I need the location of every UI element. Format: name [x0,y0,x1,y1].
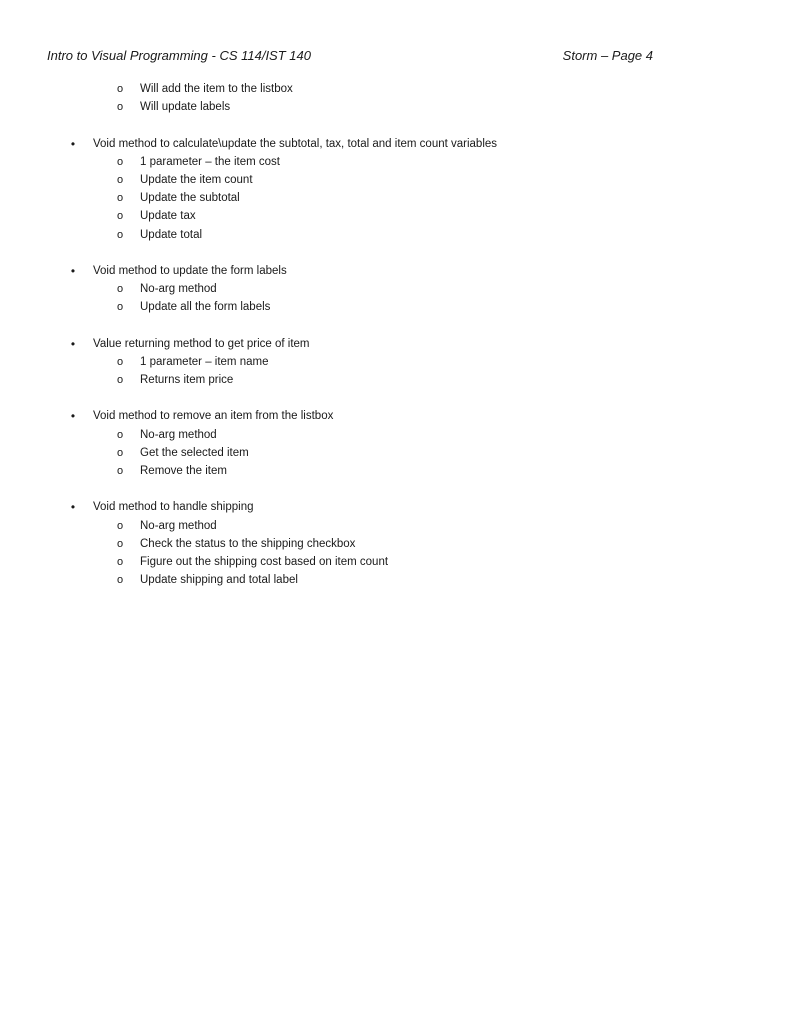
list-item-text: Remove the item [140,464,227,477]
hollow-circle-bullet-icon: o [116,464,124,477]
hollow-circle-bullet-icon: o [116,574,124,587]
list-item [0,571,792,589]
hollow-circle-bullet-icon: o [116,173,124,186]
hollow-circle-bullet-icon: o [116,428,124,441]
list-item [0,226,792,244]
hollow-circle-bullet-icon: o [116,355,124,368]
list-item-text: No-arg method [140,283,217,296]
list-item-text: No-arg method [140,428,217,441]
section-heading-text: Void method to handle shipping [93,501,254,514]
filled-bullet-icon: • [70,500,76,515]
list-item-text: No-arg method [140,519,217,532]
hollow-circle-bullet-icon: o [116,210,124,223]
list-item [0,280,792,298]
section-heading [0,335,792,353]
section-heading [0,498,792,516]
hollow-circle-bullet-icon: o [116,228,124,241]
list-item [0,153,792,171]
list-item [0,426,792,444]
section-spacer [0,480,792,498]
list-item-text: Update the item count [140,173,253,186]
list-item [0,298,792,316]
list-item [0,462,792,480]
hollow-circle-bullet-icon: o [116,155,124,168]
list-item-text: Figure out the shipping cost based on item count [140,555,389,568]
list-item [0,553,792,571]
list-item [0,98,792,116]
section-spacer [0,244,792,262]
list-item-text: Update tax [140,210,196,223]
list-item-text: Returns item price [140,374,234,386]
filled-bullet-icon: • [70,136,76,151]
section-spacer [0,389,792,407]
hollow-circle-bullet-icon: o [116,537,124,550]
list-item-text: 1 parameter – item name [140,355,269,368]
list-item-text: Update the subtotal [140,192,240,205]
hollow-circle-bullet-icon: o [116,101,124,114]
list-item-text: Update shipping and total label [140,574,298,587]
hollow-circle-bullet-icon: o [116,192,124,205]
page-header [47,47,653,65]
hollow-circle-bullet-icon: o [116,446,124,459]
list-item-text: Will update labels [140,101,231,114]
hollow-circle-bullet-icon: o [116,555,124,568]
hollow-circle-bullet-icon: o [116,283,124,296]
section-heading-text: Void method to update the form labels [93,264,287,277]
list-item [0,535,792,553]
document-body [0,80,792,589]
section-spacer [0,316,792,334]
hollow-circle-bullet-icon: o [116,301,124,314]
hollow-circle-bullet-icon: o [116,519,124,532]
hollow-circle-bullet-icon: o [116,83,124,95]
section-heading-text: Value returning method to get price of item [93,337,310,350]
list-item [0,80,792,98]
section-heading-text: Void method to remove an item from the listbox [93,410,334,423]
list-item-text: Update total [140,228,203,241]
section-heading-text: Void method to calculate\update the subtotal, tax, total and item count variables [93,137,498,150]
list-item [0,517,792,535]
list-item-text: Get the selected item [140,446,249,459]
filled-bullet-icon: • [70,336,76,351]
list-item-text: Update all the form labels [140,301,271,314]
list-item [0,371,792,389]
section-heading [0,407,792,425]
filled-bullet-icon: • [70,409,76,424]
header-page-label: Storm – Page 4 [562,48,653,63]
list-item-text: Will add the item to the listbox [140,83,293,95]
list-item-text: 1 parameter – the item cost [140,155,280,168]
list-item [0,353,792,371]
list-item [0,444,792,462]
hollow-circle-bullet-icon: o [116,374,124,386]
filled-bullet-icon: • [70,263,76,278]
header-course-title: Intro to Visual Programming - CS 114/IST 140 [47,48,311,63]
list-item [0,207,792,225]
section-heading [0,262,792,280]
list-item-text: Check the status to the shipping checkbox [140,537,356,550]
section-heading [0,135,792,153]
section-spacer [0,116,792,134]
list-item [0,189,792,207]
list-item [0,171,792,189]
